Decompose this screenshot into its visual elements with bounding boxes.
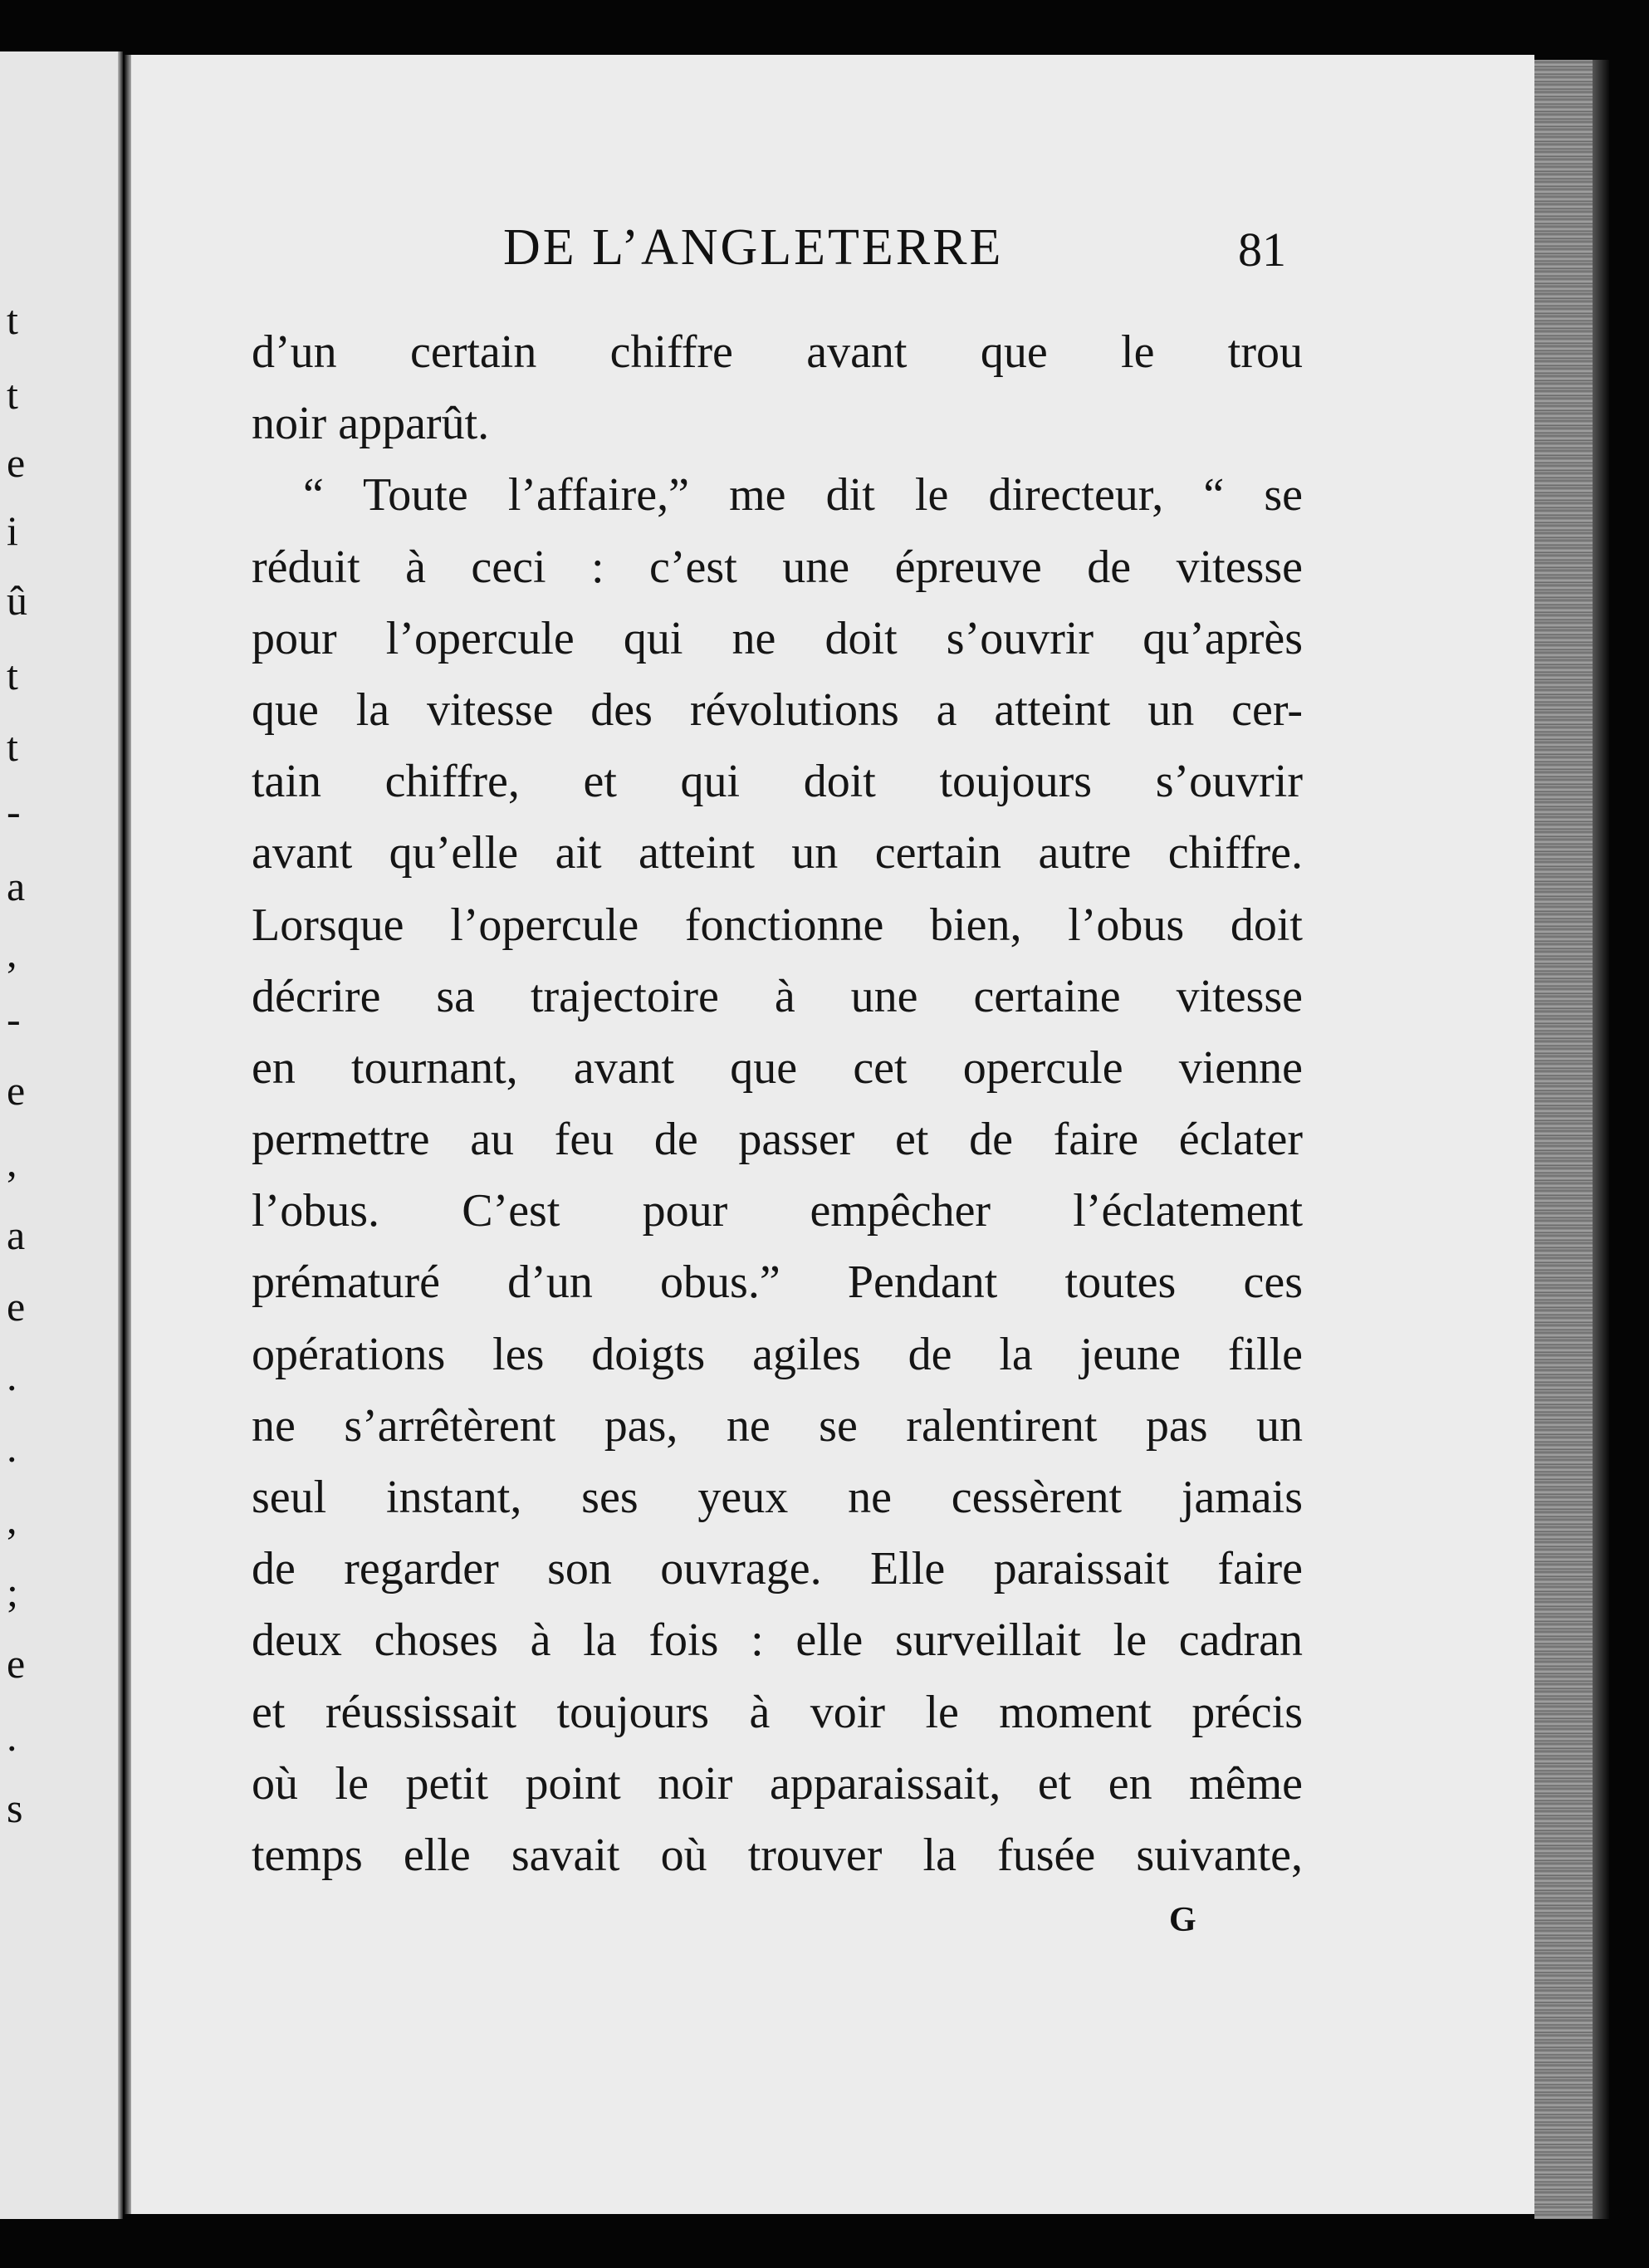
text-line: seul instant, ses yeux ne cessèrent jamais	[252, 1472, 1303, 1523]
text-line: où le petit point noir apparaissait, et en même	[252, 1757, 1303, 1810]
page-number: 81	[1238, 223, 1286, 277]
text-line: prématuré d’un obus.” Pendant toutes ces	[252, 1256, 1303, 1309]
text-line: pour l’opercule qui ne doit s’ouvrir qu’après	[252, 612, 1303, 664]
text-line: tain chiffre, et qui doit toujours s’ouvrir	[252, 756, 1303, 808]
text-line: opérations les doigts agiles de la jeune fille	[252, 1328, 1303, 1380]
prev-page-fragment: ,	[7, 1139, 17, 1185]
running-head-title: DE L’ANGLETERRE	[503, 219, 1004, 276]
prev-page-fragment: -	[7, 996, 21, 1042]
prev-page-fragment: t	[7, 371, 18, 418]
text-line: permettre au feu de passer et de faire éclater	[252, 1114, 1303, 1166]
text-line: et réussissait toujours à voir le moment précis	[252, 1686, 1303, 1738]
prev-page-fragment: t	[7, 723, 18, 770]
text-line: d’un certain chiffre avant que le trou	[252, 326, 1303, 378]
prev-page-fragment: -	[7, 788, 21, 835]
prev-page-fragment: a	[7, 863, 26, 909]
prev-page-fragment: .	[7, 1713, 17, 1760]
body-text	[252, 316, 1303, 1891]
gutter-shadow	[118, 51, 123, 2219]
prev-page-fragment: .	[7, 1424, 17, 1471]
prev-page-fragment: s	[7, 1785, 23, 1831]
text-line: temps elle savait où trouver la fusée suivante,	[252, 1829, 1303, 1881]
text-line: deux choses à la fois : elle surveillait le cadran	[252, 1614, 1303, 1667]
signature-mark: G	[1169, 1901, 1196, 1939]
text-line: réduit à ceci : c’est une épreuve de vitesse	[252, 541, 1303, 593]
prev-page-fragment: t	[7, 296, 18, 343]
text-line: “ Toute l’affaire,” me dit le directeur, “ se	[303, 469, 1303, 522]
text-line: l’obus. C’est pour empêcher l’éclatement	[252, 1185, 1303, 1237]
text-line: Lorsque l’opercule fonctionne bien, l’obus doit	[252, 899, 1303, 951]
text-line: que la vitesse des révolutions a atteint un cer-	[252, 683, 1303, 736]
prev-page-fragment: e	[7, 1640, 26, 1687]
text-line: décrire sa trajectoire à une certaine vitesse	[252, 970, 1303, 1022]
prev-page-fragment: û	[7, 577, 27, 624]
prev-page-fragment: t	[7, 652, 18, 698]
text-line: noir apparût.	[252, 398, 490, 450]
prev-page-fragment: ,	[7, 1496, 17, 1542]
text-line: avant qu’elle ait atteint un certain autre chiffre.	[252, 827, 1303, 879]
prev-page-fragment: e	[7, 439, 26, 486]
book-page	[131, 55, 1534, 2214]
running-head	[131, 159, 1534, 277]
prev-page-fragment: .	[7, 1353, 17, 1399]
prev-page-fragment: a	[7, 1212, 26, 1258]
text-line: de regarder son ouvrage. Elle paraissait faire	[252, 1543, 1303, 1595]
page-fore-edge	[1534, 60, 1593, 2219]
fore-edge-shadow	[1593, 60, 1609, 2219]
text-line: ne s’arrêtèrent pas, ne se ralentirent pas un	[252, 1399, 1303, 1452]
prev-page-fragment: ;	[7, 1569, 18, 1615]
prev-page-fragment: e	[7, 1067, 26, 1114]
prev-page-fragment: e	[7, 1283, 26, 1330]
text-line: en tournant, avant que cet opercule vienne	[252, 1041, 1303, 1094]
previous-page-edge	[0, 51, 123, 2219]
prev-page-fragment: i	[7, 507, 18, 554]
prev-page-fragment: ,	[7, 929, 17, 976]
